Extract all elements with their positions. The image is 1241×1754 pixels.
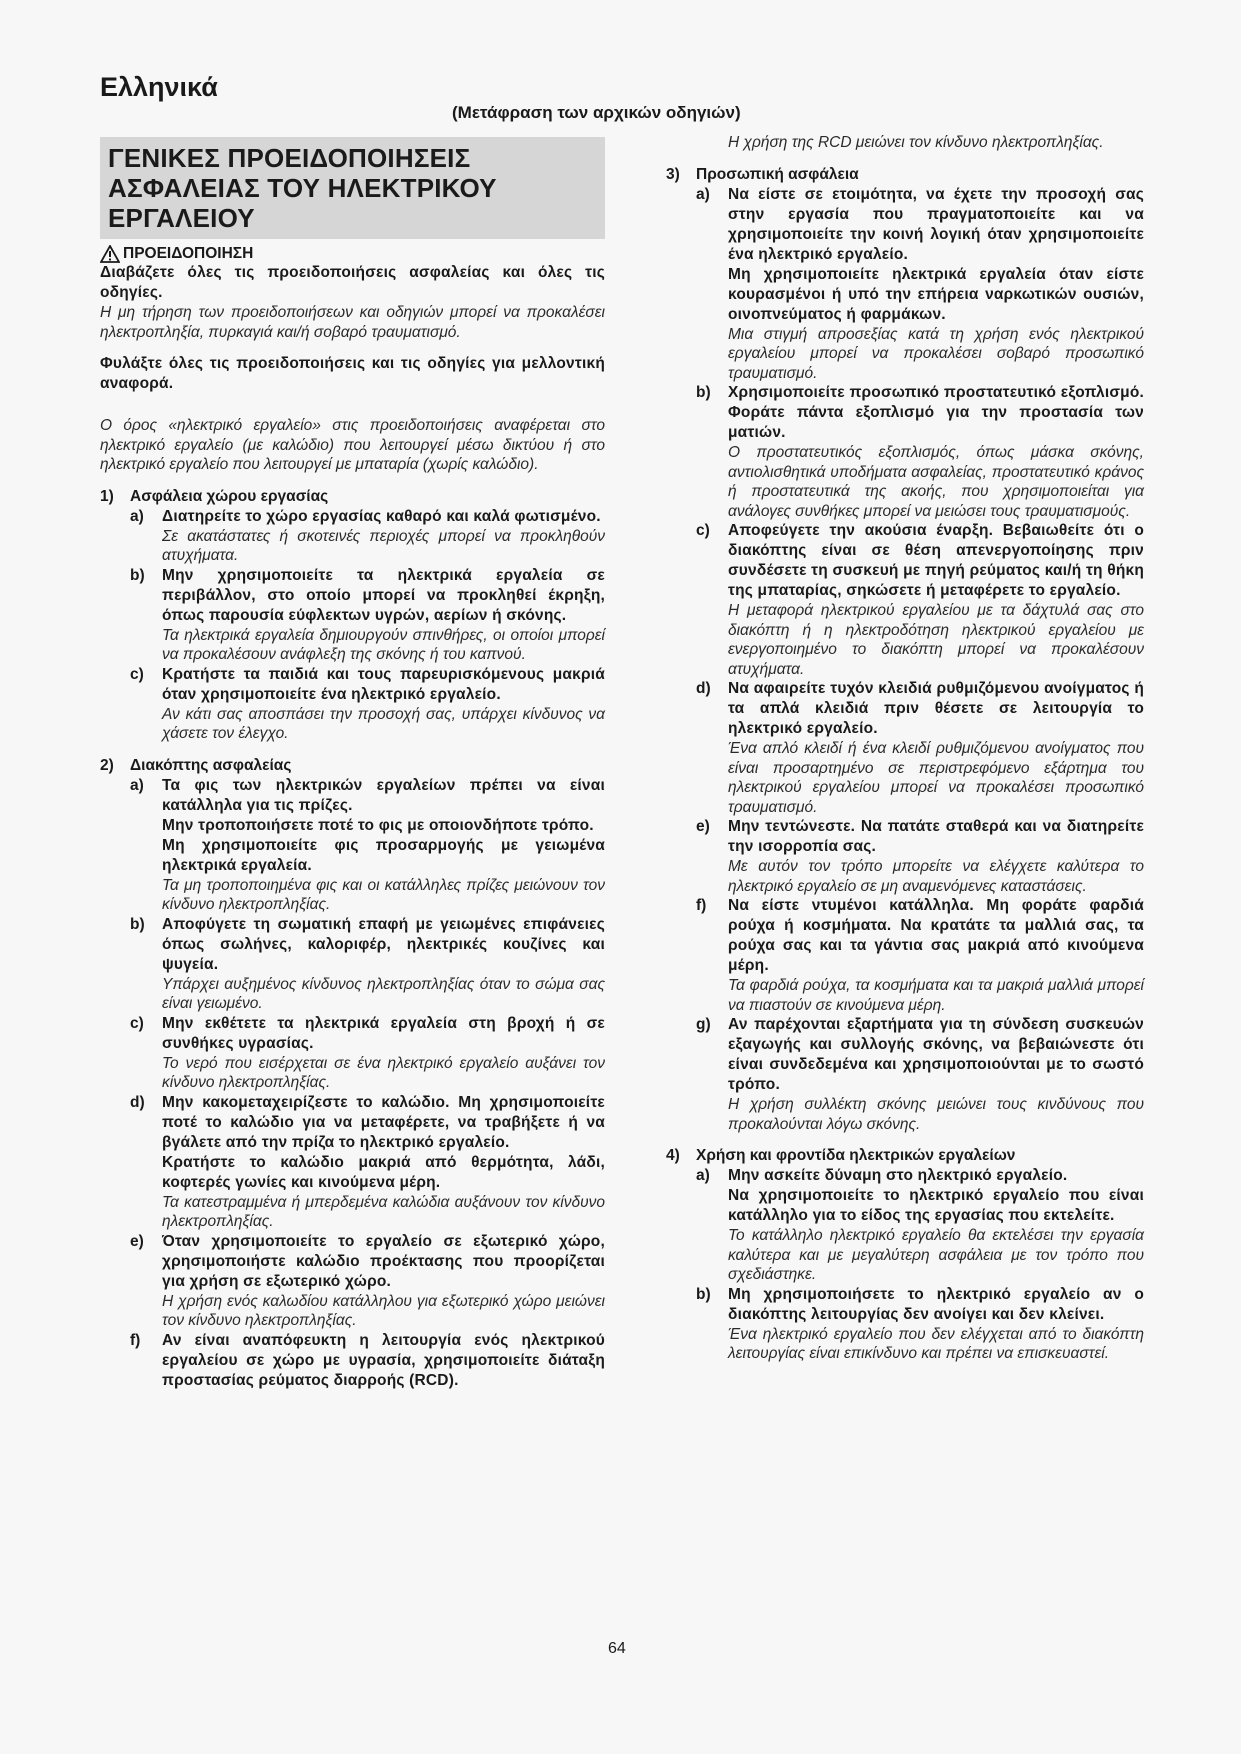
item-rule: Να αφαιρείτε τυχόν κλειδιά ρυθμιζόμενου ανοίγματος ή τα απλά κλειδιά πριν θέσετε σε λειτουργία το ηλεκτρικό εργαλείο. — [728, 680, 1144, 737]
list-item — [666, 1015, 1144, 1134]
section-heading — [666, 1146, 1144, 1166]
item-letter: d) — [696, 680, 711, 697]
warning-triangle-icon — [100, 245, 120, 263]
list-item — [100, 1093, 605, 1232]
item-letter: a) — [130, 776, 144, 794]
section-title: Ασφάλεια χώρου εργασίας — [130, 487, 329, 505]
item-explanation: Μια στιγμή απροσεξίας κατά τη χρήση ενός ηλεκτρικού εργαλείου μπορεί να προκαλέσει σοβαρό προσωπικό τραυματισμό. — [728, 325, 1144, 382]
item-explanation: Υπάρχει αυξημένος κίνδυνος ηλεκτροπληξίας όταν το σώμα σας είναι γειωμένο. — [162, 975, 605, 1012]
item-explanation: Σε ακατάστατες ή σκοτεινές περιοχές μπορεί να προκληθούν ατυχήματα. — [162, 527, 605, 564]
warning-label: ΠΡΟΕΙΔΟΠΟΙΗΣΗ — [123, 245, 254, 262]
item-letter: a) — [696, 185, 710, 203]
item-explanation: Αν κάτι σας αποσπάσει την προσοχή σας, υπάρχει κίνδυνος να χάσετε τον έλεγχο. — [162, 705, 605, 742]
item-rule: Αν είναι αναπόφευκτη η λειτουργία ενός ηλεκτρικού εργαλείου σε χώρο με υγρασία, χρησιμοποιείτε διάταξη προστασίας ρεύματος διαρροής (RCD). — [162, 1331, 605, 1389]
section-banner — [100, 137, 605, 239]
item-letter: b) — [696, 1285, 711, 1303]
item-rule: Διατηρείτε το χώρο εργασίας καθαρό και καλά φωτισμένο. — [162, 507, 601, 525]
item-rule: Αν παρέχονται εξαρτήματα για τη σύνδεση συσκευών εξαγωγής και συλλογής σκόνης, να βεβαιώνεστε ότι είναι συνδεδεμένα και χρησιμοποιούνται με το σωστό τρόπο. — [728, 1016, 1144, 1093]
list-item — [666, 896, 1144, 1015]
right-column — [666, 133, 1144, 1364]
item-letter: c) — [130, 665, 144, 683]
item-rule: Τα φις των ηλεκτρικών εργαλείων πρέπει να είναι κατάλληλα για τις πρίζες. — [162, 776, 605, 814]
item-rule: Μην ασκείτε δύναμη στο ηλεκτρικό εργαλείο. — [728, 1167, 1068, 1184]
language-heading: Ελληνικά — [100, 72, 218, 102]
item-letter: b) — [696, 384, 711, 401]
list-item — [100, 566, 605, 665]
banner-line: ΓΕΝΙΚΕΣ ΠΡΟΕΙΔΟΠΟΙΗΣΕΙΣ — [108, 143, 471, 173]
banner-line: ΕΡΓΑΛΕΙΟΥ — [108, 203, 255, 233]
item-rule: Μην χρησιμοποιείτε τα ηλεκτρικά εργαλεία σε περιβάλλον, στο οποίο μπορεί να προκληθεί έκρηξη, όπως παρουσία εύφλεκτων υγρών, αερίων ή σκόνης. — [162, 566, 605, 624]
item-letter: d) — [130, 1093, 145, 1111]
item-rule: Κρατήστε τα παιδιά και τους παρευρισκόμενους μακριά όταν χρησιμοποιείτε ένα ηλεκτρικό εργαλείο. — [162, 665, 605, 703]
item-explanation: Η μεταφορά ηλεκτρικού εργαλείου με τα δάχτυλά σας στο διακόπτη ή η ηλεκτροδότηση ηλεκτρικού εργαλείου με ενεργοποιημένο το διακόπτη μπορεί να προκαλέσουν ατυχήματα. — [728, 602, 1144, 678]
item-rule: Μη χρησιμοποιείτε ηλεκτρικά εργαλεία όταν είστε κουρασμένοι ή υπό την επήρεια ναρκωτικών ουσιών, οινοπνεύματος ή φαρμάκων. — [728, 265, 1144, 323]
page-number: 64 — [608, 1640, 626, 1657]
item-rule: Μην τροποποιήσετε ποτέ το φις με οποιονδήποτε τρόπο. — [162, 816, 594, 834]
item-rule: Μην τεντώνεστε. Να πατάτε σταθερά και να διατηρείτε την ισορροπία σας. — [728, 818, 1144, 855]
list-item — [100, 915, 605, 1014]
list-item — [666, 521, 1144, 679]
item-rule: Να χρησιμοποιείτε το ηλεκτρικό εργαλείο που είναι κατάλληλο για το είδος της εργασίας που εκτελείτε. — [728, 1187, 1144, 1224]
banner-line: ΑΣΦΑΛΕΙΑΣ ΤΟΥ ΗΛΕΚΤΡΙΚΟΥ — [108, 173, 497, 203]
item-rule: Χρησιμοποιείτε προσωπικό προστατευτικό εξοπλισμό. Φοράτε πάντα εξοπλισμό για την προστασία των ματιών. — [728, 384, 1144, 441]
term-definition: Ο όρος «ηλεκτρικό εργαλείο» στις προειδοποιήσεις αναφέρεται στο ηλεκτρικό εργαλείο (με καλώδιο) που λειτουργεί μέσω δικτύου ή στο ηλεκτρικό εργαλείο που λειτουργεί με μπαταρία (χωρίς καλώδιο). — [100, 417, 605, 473]
section-heading — [100, 487, 605, 507]
item-rule: Να είστε σε ετοιμότητα, να έχετε την προσοχή σας στην εργασία που πραγματοποιείτε και να χρησιμοποιείτε την κοινή λογική όταν χρησιμοποιείτε ένα ηλεκτρικό εργαλείο. — [728, 185, 1144, 263]
section-number: 2) — [100, 756, 114, 774]
item-explanation: Με αυτόν τον τρόπο μπορείτε να ελέγχετε καλύτερα το ηλεκτρικό εργαλείο σε μη αναμενόμενες καταστάσεις. — [728, 858, 1144, 895]
translation-subtitle: (Μετάφραση των αρχικών οδηγιών) — [452, 103, 741, 122]
section-number: 4) — [666, 1147, 680, 1164]
item-explanation: Η χρήση της RCD μειώνει τον κίνδυνο ηλεκτροπληξίας. — [728, 134, 1104, 151]
item-letter: e) — [130, 1232, 144, 1250]
section-heading — [100, 756, 605, 776]
list-item — [666, 1166, 1144, 1285]
item-explanation: Η χρήση συλλέκτη σκόνης μειώνει τους κινδύνους που προκαλούνται λόγω σκόνης. — [728, 1096, 1144, 1133]
item-rule: Όταν χρησιμοποιείτε το εργαλείο σε εξωτερικό χώρο, χρησιμοποιήστε καλώδιο προέκτασης που προορίζεται για χρήση σε εξωτερικό χώρο. — [162, 1232, 605, 1290]
list-item — [666, 817, 1144, 896]
section-title: Χρήση και φροντίδα ηλεκτρικών εργαλείων — [696, 1147, 1016, 1164]
item-explanation: Τα ηλεκτρικά εργαλεία δημιουργούν σπινθήρες, οι οποίοι μπορεί να προκαλέσουν ανάφλεξη της σκόνης ή του καπνού. — [162, 626, 605, 663]
list-item — [666, 383, 1144, 521]
item-letter: a) — [696, 1167, 710, 1184]
item-rule: Μην κακομεταχειρίζεστε το καλώδιο. Μη χρησιμοποιείτε ποτέ το καλώδιο για να μεταφέρετε, να τραβήξετε ή να βγάλετε από την πρίζα το ηλεκτρικό εργαλείο. — [162, 1093, 605, 1151]
item-rule: Μη χρησιμοποιήσετε το ηλεκτρικό εργαλείο αν ο διακόπτης λειτουργίας δεν ανοίγει και δεν κλείνει. — [728, 1285, 1144, 1323]
item-rule: Μη χρησιμοποιείτε φις προσαρμογής με γειωμένα ηλεκτρικά εργαλεία. — [162, 836, 605, 874]
item-letter: f) — [696, 897, 707, 914]
item-letter: g) — [696, 1016, 711, 1033]
list-item — [100, 1232, 605, 1331]
section-title: Διακόπτης ασφαλείας — [130, 756, 292, 774]
left-column — [100, 137, 605, 1391]
item-explanation: Το κατάλληλο ηλεκτρικό εργαλείο θα εκτελέσει την εργασία καλύτερα και με μεγαλύτερη ασφάλεια με τον τρόπο που σχεδιάστηκε. — [728, 1227, 1144, 1283]
item-letter: f) — [130, 1331, 141, 1349]
warning-heading — [100, 245, 605, 263]
item-letter: e) — [696, 818, 710, 835]
list-item-continued — [666, 133, 1144, 153]
item-explanation: Ένα απλό κλειδί ή ένα κλειδί ρυθμιζόμενου ανοίγματος που είναι προσαρτημένο σε περιστρεφόμενο εξάρτημα του ηλεκτρικού εργαλείου μπορεί να προκαλέσει προσωπικό τραυματισμό. — [728, 740, 1144, 816]
list-item — [100, 776, 605, 915]
list-item — [100, 665, 605, 744]
item-explanation: Τα φαρδιά ρούχα, τα κοσμήματα και τα μακριά μαλλιά μπορεί να πιαστούν σε κινούμενα μέρη. — [728, 977, 1144, 1014]
item-explanation: Τα κατεστραμμένα ή μπερδεμένα καλώδια αυξάνουν τον κίνδυνο ηλεκτροπληξίας. — [162, 1193, 605, 1230]
item-explanation: Ο προστατευτικός εξοπλισμός, όπως μάσκα σκόνης, αντιολισθητικά υποδήματα ασφαλείας, προστατευτικό κράνος ή προστατευτικά της ακοής, που χρησιμοποιείται για ανάλογες συνθήκες μπορεί να μειώσει τους τραυματισμούς. — [728, 444, 1144, 520]
keep-instructions: Φυλάξτε όλες τις προειδοποιήσεις και τις οδηγίες για μελλοντική αναφορά. — [100, 355, 605, 392]
list-item — [100, 507, 605, 566]
section-heading — [666, 165, 1144, 185]
read-all-instruction: Διαβάζετε όλες τις προειδοποιήσεις ασφαλείας και όλες τις οδηγίες. — [100, 264, 605, 301]
section-title: Προσωπική ασφάλεια — [696, 165, 859, 183]
item-rule: Μην εκθέτετε τα ηλεκτρικά εργαλεία στη βροχή ή σε συνθήκες υγρασίας. — [162, 1014, 605, 1052]
item-explanation: Το νερό που εισέρχεται σε ένα ηλεκτρικό εργαλείο αυξάνει τον κίνδυνο ηλεκτροπληξίας. — [162, 1054, 605, 1091]
list-item — [100, 1331, 605, 1391]
item-letter: c) — [696, 522, 710, 539]
read-all-note: Η μη τήρηση των προειδοποιήσεων και οδηγιών μπορεί να προκαλέσει ηλεκτροπληξία, πυρκαγιά και/ή σοβαρό τραυματισμό. — [100, 304, 605, 341]
item-letter: b) — [130, 915, 145, 933]
item-rule: Κρατήστε το καλώδιο μακριά από θερμότητα, λάδι, κοφτερές γωνίες και κινούμενα μέρη. — [162, 1153, 605, 1191]
item-letter: b) — [130, 566, 145, 584]
list-item — [666, 679, 1144, 817]
section-number: 1) — [100, 487, 114, 505]
list-item — [666, 1285, 1144, 1364]
item-explanation: Η χρήση ενός καλωδίου κατάλληλου για εξωτερικό χώρο μειώνει τον κίνδυνο ηλεκτροπληξίας. — [162, 1292, 605, 1329]
item-rule: Αποφύγετε τη σωματική επαφή με γειωμένες επιφάνειες όπως σωλήνες, καλοριφέρ, ηλεκτρικές κουζίνες και ψυγεία. — [162, 915, 605, 973]
list-item — [100, 1014, 605, 1093]
item-letter: a) — [130, 507, 144, 525]
item-rule: Αποφεύγετε την ακούσια έναρξη. Βεβαιωθείτε ότι ο διακόπτης είναι σε θέση απενεργοποίησης πριν συνδέσετε τη συσκευή με πηγή ρεύματος και/ή τη θήκη της μπαταρίας, σηκώσετε ή μεταφέρετε το εργαλείο. — [728, 522, 1144, 599]
section-number: 3) — [666, 165, 680, 183]
item-explanation: Τα μη τροποποιημένα φις και οι κατάλληλες πρίζες μειώνουν τον κίνδυνο ηλεκτροπληξίας. — [162, 876, 605, 913]
item-explanation: Ένα ηλεκτρικό εργαλείο που δεν ελέγχεται από το διακόπτη λειτουργίας είναι επικίνδυνο και πρέπει να επισκευαστεί. — [728, 1325, 1144, 1362]
item-rule: Να είστε ντυμένοι κατάλληλα. Μη φοράτε φαρδιά ρούχα ή κοσμήματα. Να κρατάτε τα μαλλιά σας, τα ρούχα σας και τα γάντια σας μακριά από κινούμενα μέρη. — [728, 897, 1144, 974]
item-letter: c) — [130, 1014, 144, 1032]
list-item — [666, 185, 1144, 384]
